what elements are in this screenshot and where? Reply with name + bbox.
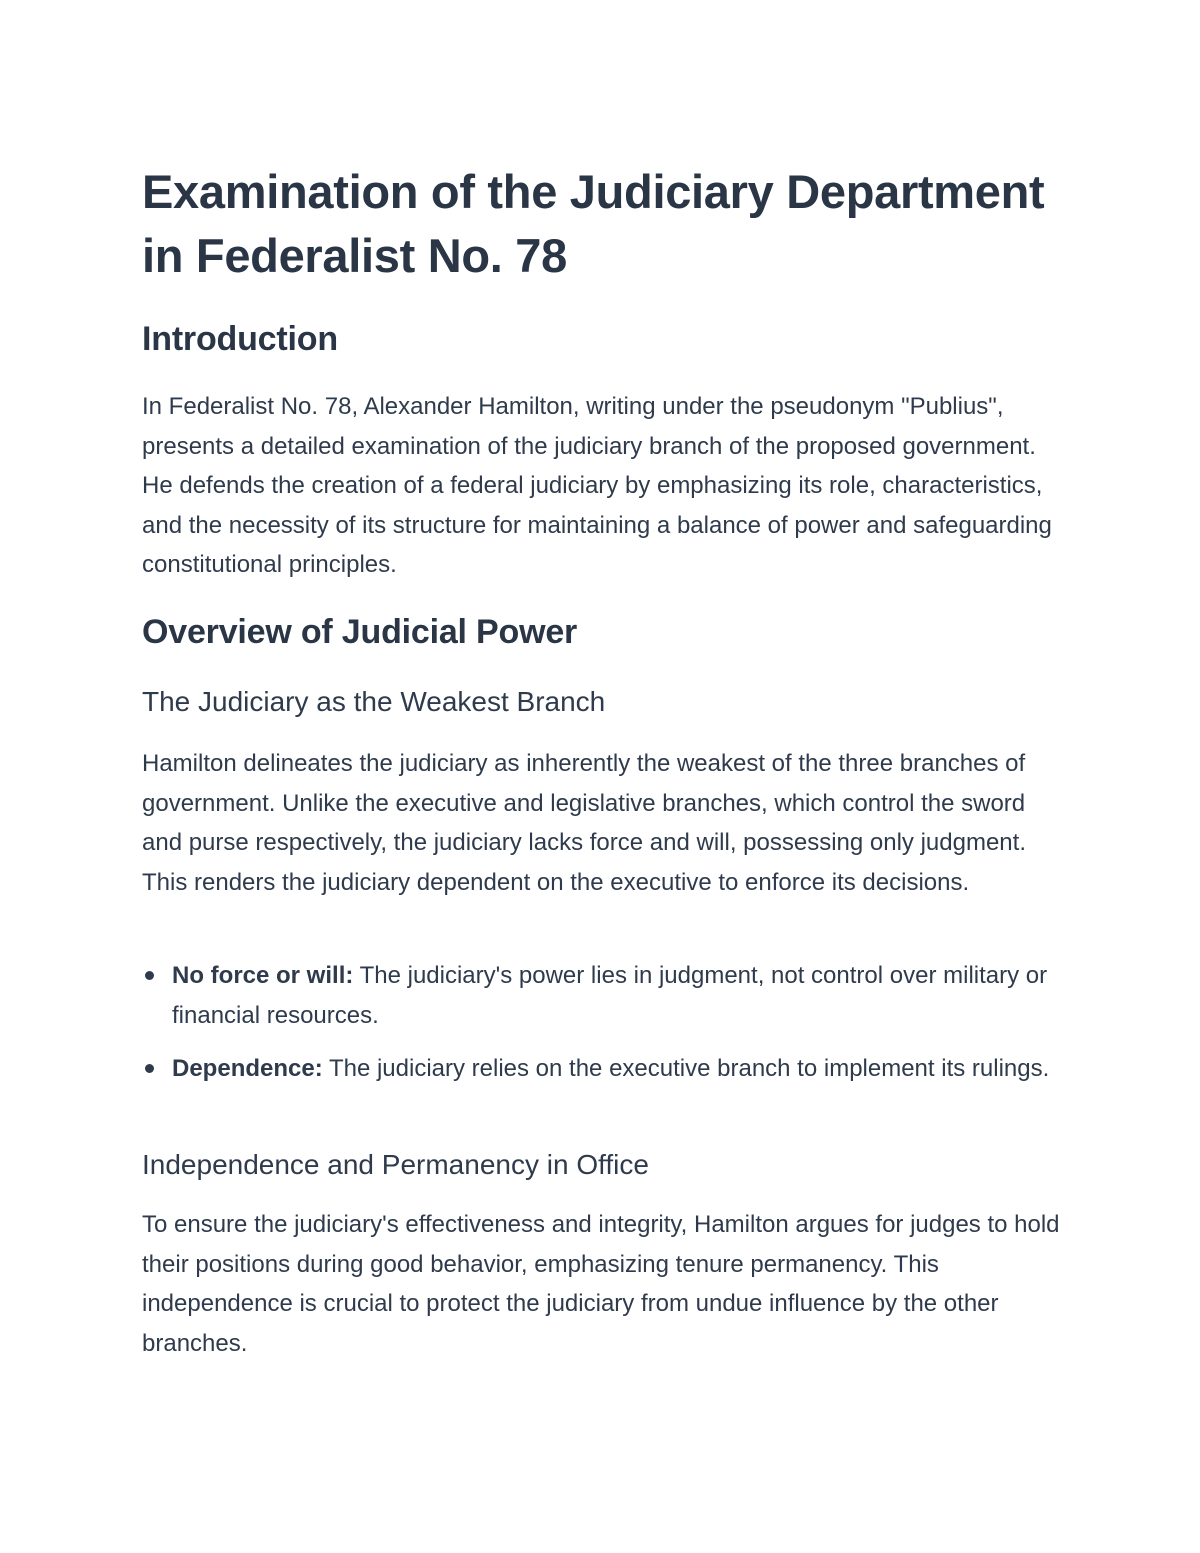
subsection-heading-independence: Independence and Permanency in Office [142,1149,649,1180]
bullet-term: Dependence: [172,1055,323,1082]
bullet-icon [145,1064,154,1073]
independence-paragraph: To ensure the judiciary's effectiveness and integrity, Hamilton argues for judges to hold their positions during good behavior, emphasizing tenure permanency. This independence is crucial to protect the judiciary from undue influence by the other branches. [142,1211,1060,1357]
bullet-term: No force or will: [172,962,354,989]
subsection-heading-weakest-branch: The Judiciary as the Weakest Branch [142,686,606,717]
section-heading-introduction: Introduction [142,320,338,358]
weakest-branch-bullet-list [142,956,1062,1103]
bullet-icon [145,971,154,980]
list-item [142,1049,1062,1089]
weakest-branch-paragraph: Hamilton delineates the judiciary as inherently the weakest of the three branches of government. Unlike the executive and legislative branches, which control the sword and purse respectively, the judiciary lacks force and will, possessing only judgment. This renders the judiciary dependent on the executive to enforce its decisions. [142,750,1026,896]
list-item [142,956,1062,1035]
document-title: Examination of the Judiciary Department in Federalist No. 78 [142,165,1045,282]
introduction-paragraph: In Federalist No. 78, Alexander Hamilton, writing under the pseudonym "Publius", presents a detailed examination of the judiciary branch of the proposed government. He defends the creation of a federal judiciary by emphasizing its role, characteristics, and the necessity of its structure for maintaining a balance of power and safeguarding constitutional principles. [142,393,1052,578]
section-heading-overview: Overview of Judicial Power [142,613,578,651]
bullet-text: The judiciary's power lies in judgment, not control over military or financial resources. [172,962,1048,1029]
bullet-text: The judiciary relies on the executive branch to implement its rulings. [322,1055,1050,1082]
